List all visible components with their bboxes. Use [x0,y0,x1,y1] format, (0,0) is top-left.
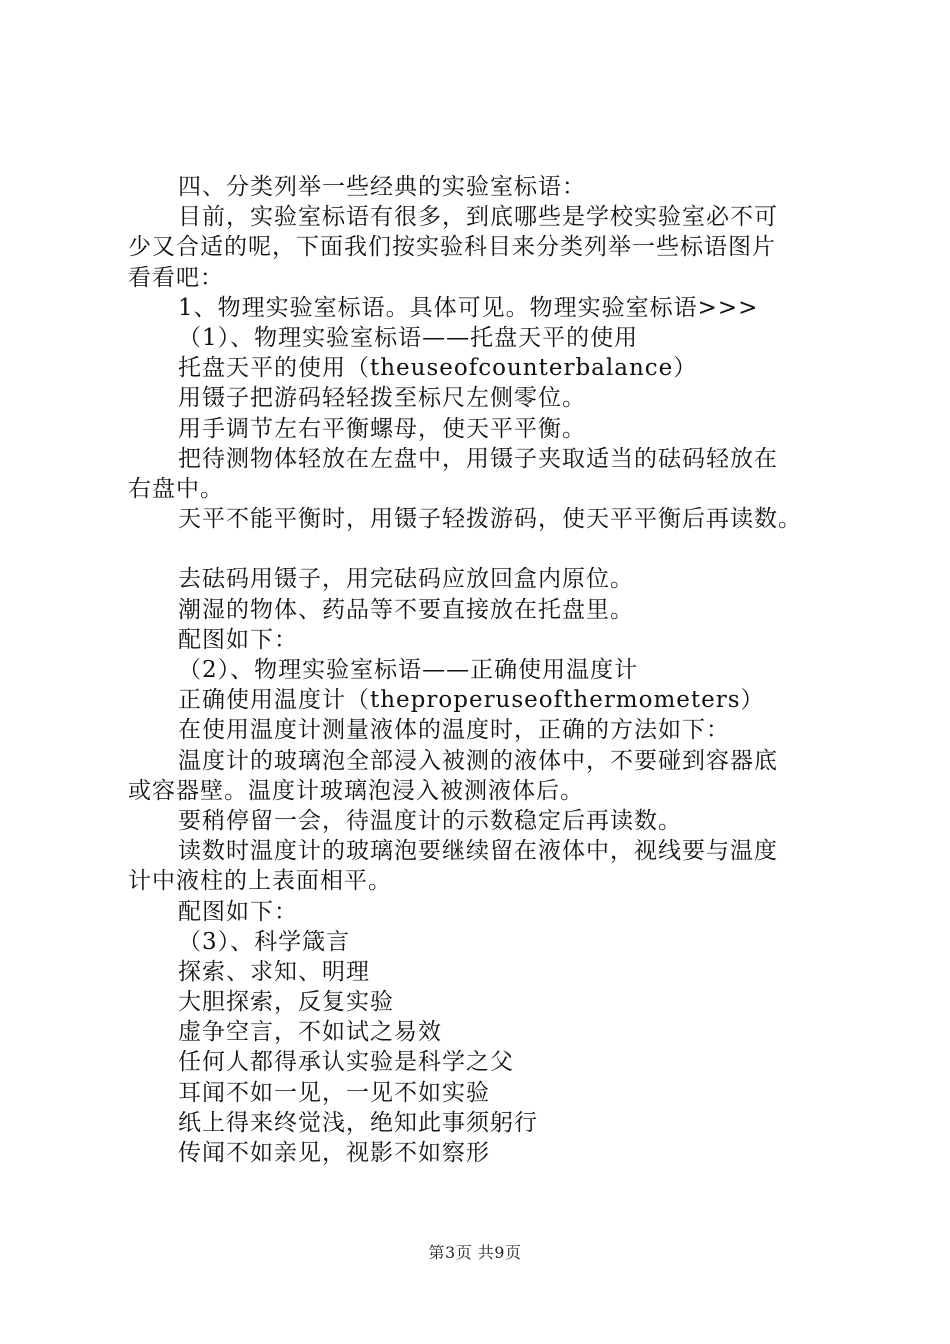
motto-line: 纸上得来终觉浅，绝知此事须躬行 [178,1109,538,1136]
motto-line: 虚争空言，不如试之易效 [178,1019,442,1046]
paragraph-line: 计中液柱的上表面相平。 [128,868,392,895]
paragraph-line: 要稍停留一会，待温度计的示数稳定后再读数。 [178,807,682,834]
paragraph-line: 用镊子把游码轻轻拨至标尺左侧零位。 [178,385,586,412]
paragraph-line: 少又合适的呢，下面我们按实验科目来分类列举一些标语图片 [128,234,776,261]
motto-line: 探索、求知、明理 [178,958,370,985]
item-heading: （3）、科学箴言 [178,928,351,955]
paragraph-line: 托盘天平的使用（theuseofcounterbalance） [178,355,698,382]
paragraph-line: 右盘中。 [128,475,224,502]
motto-line: 传闻不如亲见，视影不如察形 [178,1140,490,1166]
paragraph-line: 目前，实验室标语有很多，到底哪些是学校实验室必不可 [178,204,778,231]
paragraph-line: 温度计的玻璃泡全部浸入被测的液体中，不要碰到容器底 [178,747,778,774]
paragraph-line: 正确使用温度计（theproperuseofthermometers） [178,687,765,714]
document-body [128,172,848,1168]
paragraph-line: 去砝码用镊子，用完砝码应放回盒内原位。 [178,566,634,593]
item-heading: （1）、物理实验室标语——托盘天平的使用 [178,324,639,351]
paragraph-line: 潮湿的物体、药品等不要直接放在托盘里。 [178,596,634,623]
item-heading: （2）、物理实验室标语——正确使用温度计 [178,657,639,683]
blank-line [128,534,848,564]
motto-line: 任何人都得承认实验是科学之父 [178,1049,514,1076]
page-number-footer: 第3页 共9页 [428,1243,522,1262]
paragraph-line: 或容器壁。温度计玻璃泡浸入被测液体后。 [128,777,584,804]
subsection-heading: 1、物理实验室标语。具体可见。物理实验室标语>>> [178,294,759,321]
paragraph-line: 配图如下： [178,626,298,653]
paragraph-line: 把待测物体轻放在左盘中，用镊子夹取适当的砝码轻放在 [178,445,778,472]
paragraph-line: 配图如下： [178,898,298,925]
paragraph-line: 用手调节左右平衡螺母，使天平平衡。 [178,415,586,442]
paragraph-line: 读数时温度计的玻璃泡要继续留在液体中，视线要与温度 [178,838,778,865]
section-heading: 四、分类列举一些经典的实验室标语： [178,174,586,200]
paragraph-line: 看看吧： [128,264,224,291]
motto-line: 大胆探索，反复实验 [178,989,394,1016]
paragraph-line: 天平不能平衡时，用镊子轻拨游码，使天平平衡后再读数。 [178,506,802,533]
motto-line: 耳闻不如一见，一见不如实验 [178,1079,490,1106]
paragraph-line: 在使用温度计测量液体的温度时，正确的方法如下： [178,717,730,744]
